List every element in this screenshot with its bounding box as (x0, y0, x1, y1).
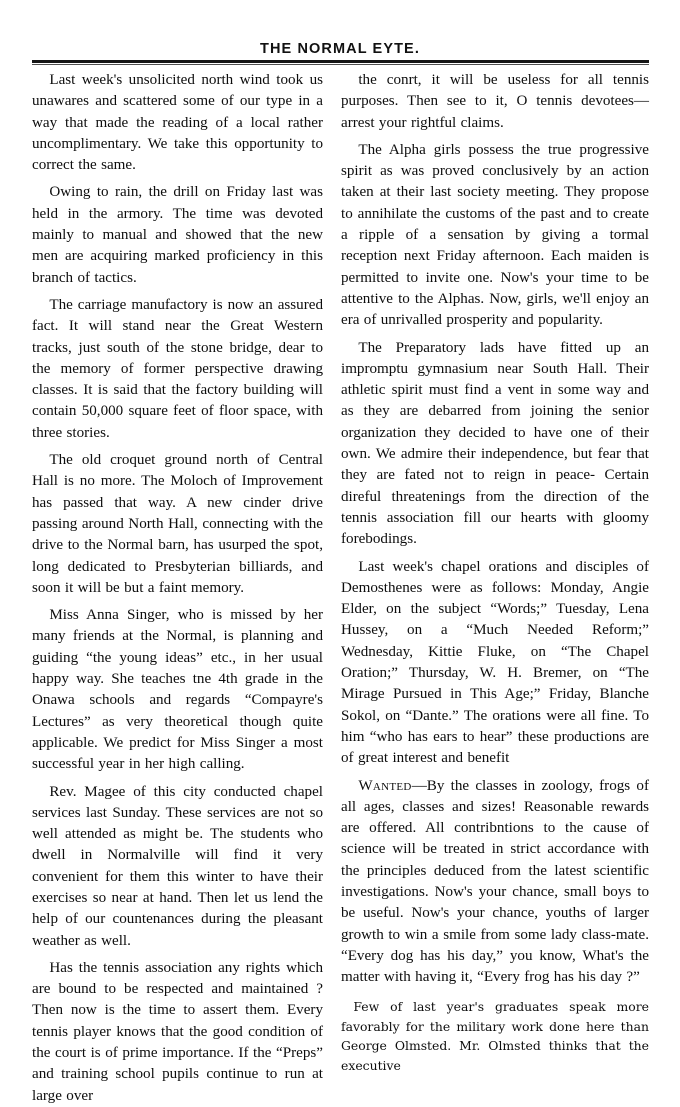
footnote-paragraph: Few of last year's graduates speak more favorably for the military work done here than George Olmsted. Mr. Olmsted thinks that the executive (341, 999, 649, 1073)
paragraph: Miss Anna Singer, who is missed by her many friends at the Normal, is planning and guiding “the young ideas” etc., in her usual happy way. She teaches tne 4th grade in the Onawa schools and regards “Compayre's Lectures” as very theoretical though quite applicable. We predict for Miss Singer a most successful year in her high calling. (32, 607, 323, 773)
paragraph: The old croquet ground north of Central Hall is no more. The Moloch of Improvement has passed that way. A new cinder drive passing around North Hall, connecting with the drive to the Normal barn, has usurped the spot, long dedicated to Presbyterian billiards, and soon it will be but a faint memory. (32, 452, 323, 596)
paragraph: Last week's unsolicited north wind took us unawares and scattered some of our type in a way that made the reading of a local rather uncomplimentary. We take this opportunity to correct the same. (32, 72, 323, 174)
wanted-notice (341, 776, 649, 989)
column-left (32, 70, 323, 1104)
column-right (341, 70, 649, 1073)
two-column-body (32, 70, 649, 1104)
masthead (32, 42, 648, 57)
paragraph: The Preparatory lads have fitted up an impromptu gymnasium near South Hall. Their athletic spirit must find a vent in some way and as they are debarred from joining the senior organization they decided to have one of their own. We admire their independence, but fear that they are fated not to reign in peace- Certain direful threatenings from the direction of the tennis association fill our hearts with gloomy forebodings. (341, 339, 649, 548)
paragraph: The Alpha girls possess the true progressive spirit as was proved conclusively by an action taken at their last society meeting. They propose to annihilate the customs of the past and to create a ripple of a sensation by giving a tormal reception next Friday afternoon. Each maiden is permitted to invite one. Now's your time to be attentive to the Alphas. Now, girls, we'll enjoy an era of unrivalled prosperity and popularity. (341, 141, 649, 329)
header-rule-thin (32, 64, 649, 65)
paragraph: Owing to rain, the drill on Friday last was held in the armory. The time was devoted mainly to manual and showed that the new men are acquiring marked proficiency in this branch of tactics. (32, 184, 323, 286)
paragraph: The carriage manufactory is now an assured fact. It will stand near the Great Western tracks, just south of the stone bridge, dear to the memory of former perspective drawing classes. It is said that the factory building will contain 50,000 square feet of floor space, with three stories. (32, 296, 323, 441)
wanted-lead-in: Wanted (358, 777, 412, 794)
header-rule-group (32, 60, 649, 65)
paragraph: Last week's chapel orations and disciples of Demosthenes were as follows: Monday, Angie Elder, on the subject “Words;” Tuesday, Lena Hussey, on a “Much Needed Reform;” Wednesday, Kittie Fluke, on “The Chapel Oration;” Thursday, W. H. Bremer, on “The Mirage Pursued in This Age;” Friday, Blanche Sokol, on “Dante.” The orations were all fine. To him “who has ears to hear” these productions are of great interest and benefit (341, 558, 649, 767)
paragraph: Has the tennis association any rights which are bound to be respected and maintained ? Then now is the time to assert them. Every tennis player knows that the good condition of the court is of prime importance. If the “Preps” and training school pupils continue to run at large over (32, 959, 323, 1104)
wanted-body: By the classes in zoology, frogs of all ages, classes and sizes! Reasonable rewards are offered. All contribntions to the cause of science will be treated in strict accordance with the principles deduced from the latest scientific investigations. Now's your chance, small boys to be useful. Now's your chance, youths of larger growth to win a smile from some lady class-mate. “Every dog has his day,” you know, What's the matter with having it, “Every frog has his day ?” (341, 777, 649, 986)
paragraph: Rev. Magee of this city conducted chapel services last Sunday. These services are not so well attended as might be. The students who dwell in Normalville will find it very convenient for them this winter to have their exercises so near at hand. Then let us lend the help of our countenances during the pleasant weather as well. (32, 783, 323, 949)
paragraph: the conrt, it will be useless for all tennis purposes. Then see to it, O tennis devotees—arrest your rightful claims. (341, 72, 649, 131)
wanted-dash: — (411, 777, 427, 794)
page-title: THE NORMAL EYTE. (260, 41, 420, 57)
